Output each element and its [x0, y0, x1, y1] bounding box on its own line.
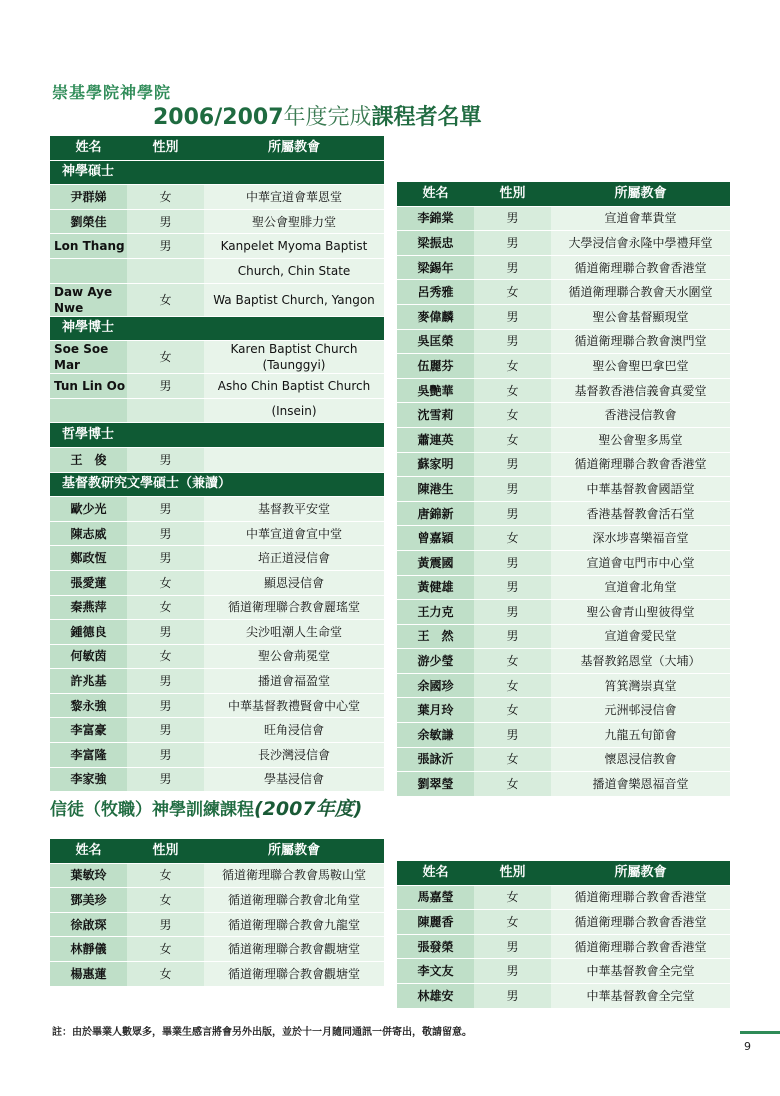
table-row [397, 934, 730, 959]
name-cell: 劉榮佳 [50, 209, 127, 234]
church-cell: 循道衛理聯合教會九龍堂 [204, 912, 384, 937]
column-header-gender: 性別 [474, 182, 551, 206]
church-cell: 尖沙咀潮人生命堂 [204, 620, 384, 645]
name-cell [50, 258, 127, 283]
table-row [50, 595, 384, 620]
church-cell: 培正道浸信會 [204, 546, 384, 571]
church-cell: 循道衛理聯合教會天水圍堂 [551, 280, 730, 305]
church-cell: 基督教香港信義會真愛堂 [551, 378, 730, 403]
name-cell: 梁振忠 [397, 231, 474, 256]
gender-cell: 女 [127, 341, 204, 374]
gender-cell: 女 [474, 526, 551, 551]
table-row [397, 747, 730, 772]
table-row [397, 477, 730, 502]
table-row [50, 497, 384, 522]
gender-cell: 女 [127, 937, 204, 962]
church-cell: Karen Baptist Church (Taunggyi) [204, 341, 384, 374]
name-cell: 吳艷華 [397, 378, 474, 403]
table-row [50, 546, 384, 571]
name-cell: 林雄安 [397, 983, 474, 1008]
church-cell: 顯恩浸信會 [204, 570, 384, 595]
table-row [397, 403, 730, 428]
footnote: 註：由於畢業人數眾多，畢業生感言將會另外出版，並於十一月隨同通訊一併寄出，敬請留意。 [52, 1027, 472, 1038]
church-cell: 聖公會聖多馬堂 [551, 427, 730, 452]
table-row [50, 341, 384, 374]
church-cell: 長沙灣浸信會 [204, 743, 384, 768]
church-cell: 循道衛理聯合教會香港堂 [551, 452, 730, 477]
name-cell: 鄧美珍 [50, 888, 127, 913]
graduates-left-table [50, 136, 384, 792]
church-cell: 聖公會基督顯現堂 [551, 304, 730, 329]
church-cell: 循道衛理聯合教會澳門堂 [551, 329, 730, 354]
gender-cell: 男 [474, 329, 551, 354]
name-cell: Daw Aye Nwe [50, 283, 127, 316]
lay-program-title: 信徒（牧職）神學訓練課程 [50, 800, 254, 820]
table-row [50, 234, 384, 259]
gender-cell: 女 [474, 885, 551, 910]
gender-cell: 女 [474, 354, 551, 379]
column-header-name: 姓名 [50, 136, 127, 160]
column-header-church: 所屬教會 [204, 136, 384, 160]
church-cell: 中華基督教會國語堂 [551, 477, 730, 502]
section-title: 哲學博士 [50, 423, 384, 448]
gender-cell: 男 [127, 234, 204, 259]
title-end: 課程者名單 [371, 105, 482, 130]
table-row [397, 526, 730, 551]
church-cell: 大學浸信會永隆中學禮拜堂 [551, 231, 730, 256]
gender-cell: 男 [127, 447, 204, 472]
table-header-row [50, 839, 384, 863]
name-cell: 蘇家明 [397, 452, 474, 477]
gender-cell: 男 [474, 959, 551, 984]
title-mid: 年度完成 [283, 105, 372, 130]
gender-cell: 男 [127, 693, 204, 718]
table-row [397, 427, 730, 452]
gender-cell: 男 [474, 501, 551, 526]
table-row [397, 280, 730, 305]
name-cell: 陳麗香 [397, 910, 474, 935]
church-cell: 宣道會北角堂 [551, 575, 730, 600]
table-row [50, 447, 384, 472]
column-header-church: 所屬教會 [204, 839, 384, 863]
gender-cell: 男 [474, 255, 551, 280]
table-row [397, 206, 730, 231]
gender-cell: 女 [127, 863, 204, 888]
name-cell: 劉翠瑩 [397, 772, 474, 797]
name-cell: 黎永強 [50, 693, 127, 718]
name-cell: 李錦棠 [397, 206, 474, 231]
table-row [50, 620, 384, 645]
church-cell: 循道衛理聯合教會觀塘堂 [204, 961, 384, 986]
church-cell: 循道衛理聯合教會麗瑤堂 [204, 595, 384, 620]
name-cell: 李富隆 [50, 743, 127, 768]
church-cell: 中華宣道會華恩堂 [204, 185, 384, 210]
name-cell: 麥偉麟 [397, 304, 474, 329]
gender-cell: 女 [474, 772, 551, 797]
table-row [397, 575, 730, 600]
gender-cell: 女 [474, 403, 551, 428]
table-row [50, 644, 384, 669]
table-row [397, 354, 730, 379]
church-cell: 宣道會華貴堂 [551, 206, 730, 231]
gender-cell: 女 [474, 427, 551, 452]
page-number-bar [740, 1031, 780, 1034]
church-cell: 播道會福盈堂 [204, 669, 384, 694]
church-cell: 九龍五旬節會 [551, 723, 730, 748]
gender-cell: 女 [474, 378, 551, 403]
church-cell: 深水埗喜樂福音堂 [551, 526, 730, 551]
gender-cell: 男 [474, 477, 551, 502]
name-cell: 鍾德良 [50, 620, 127, 645]
section-title: 神學博士 [50, 316, 384, 341]
gender-cell: 女 [127, 961, 204, 986]
name-cell: 伍麗芬 [397, 354, 474, 379]
name-cell: 葉月玲 [397, 698, 474, 723]
table-row [397, 255, 730, 280]
gender-cell: 男 [474, 206, 551, 231]
name-cell: 歐少光 [50, 497, 127, 522]
table-row [397, 673, 730, 698]
table-row [397, 959, 730, 984]
church-cell: 學基浸信會 [204, 767, 384, 792]
table-row [50, 743, 384, 768]
name-cell: 黃健雄 [397, 575, 474, 600]
name-cell: 黃震國 [397, 550, 474, 575]
name-cell: 李富豪 [50, 718, 127, 743]
lay-program-right-table [397, 861, 730, 1009]
table-row [397, 983, 730, 1008]
gender-cell: 女 [127, 888, 204, 913]
name-cell: 徐啟琛 [50, 912, 127, 937]
gender-cell: 男 [127, 669, 204, 694]
section-title-row [50, 472, 384, 497]
table-row [50, 767, 384, 792]
lay-program-heading [50, 794, 362, 821]
gender-cell: 女 [127, 185, 204, 210]
gender-cell: 男 [474, 304, 551, 329]
lay-program-left-table [50, 839, 384, 987]
gender-cell: 男 [127, 718, 204, 743]
church-cell: 基督教平安堂 [204, 497, 384, 522]
gender-cell: 男 [127, 374, 204, 399]
gender-cell: 男 [127, 912, 204, 937]
column-header-church: 所屬教會 [551, 182, 730, 206]
page-title [153, 100, 482, 131]
name-cell: 林靜儀 [50, 937, 127, 962]
gender-cell: 男 [474, 983, 551, 1008]
institution-name: 崇基學院神學院 [52, 83, 172, 102]
gender-cell: 女 [474, 673, 551, 698]
name-cell: 尹群娣 [50, 185, 127, 210]
gender-cell [127, 258, 204, 283]
name-cell: 余敏謙 [397, 723, 474, 748]
table-row [397, 772, 730, 797]
church-cell: (Insein) [204, 398, 384, 423]
church-cell: Asho Chin Baptist Church [204, 374, 384, 399]
section-title-row [50, 316, 384, 341]
gender-cell: 女 [127, 644, 204, 669]
church-cell: 聖公會青山聖彼得堂 [551, 600, 730, 625]
church-cell [204, 447, 384, 472]
name-cell: Lon Thang [50, 234, 127, 259]
name-cell [50, 398, 127, 423]
church-cell: 香港基督教會活石堂 [551, 501, 730, 526]
table-row [50, 258, 384, 283]
page-number: 9 [744, 1040, 751, 1053]
gender-cell: 女 [474, 698, 551, 723]
column-header-name: 姓名 [50, 839, 127, 863]
column-header-name: 姓名 [397, 182, 474, 206]
church-cell: 旺角浸信會 [204, 718, 384, 743]
name-cell: 張發榮 [397, 934, 474, 959]
name-cell: 余國珍 [397, 673, 474, 698]
table-row [397, 723, 730, 748]
table-row [50, 669, 384, 694]
section-title: 基督教研究文學碩士（兼讀） [50, 472, 384, 497]
church-cell: 中華宣道會宣中堂 [204, 521, 384, 546]
name-cell: 李文友 [397, 959, 474, 984]
gender-cell: 男 [474, 452, 551, 477]
gender-cell: 女 [474, 649, 551, 674]
church-cell: 元洲邨浸信會 [551, 698, 730, 723]
name-cell: 張詠沂 [397, 747, 474, 772]
church-cell: 播道會樂恩福音堂 [551, 772, 730, 797]
table-row [50, 718, 384, 743]
table-row [50, 937, 384, 962]
gender-cell: 男 [127, 497, 204, 522]
name-cell: 何敏茵 [50, 644, 127, 669]
name-cell: 馬嘉瑩 [397, 885, 474, 910]
table-header-row [397, 182, 730, 206]
table-row [50, 209, 384, 234]
table-row [50, 961, 384, 986]
name-cell: 王 俊 [50, 447, 127, 472]
title-year: 2006/2007 [153, 105, 284, 130]
column-header-gender: 性別 [474, 861, 551, 885]
table-row [397, 452, 730, 477]
church-cell: 循道衛理聯合教會觀塘堂 [204, 937, 384, 962]
name-cell: 沈雪莉 [397, 403, 474, 428]
church-cell: 中華基督教禮賢會中心堂 [204, 693, 384, 718]
table-row [50, 888, 384, 913]
gender-cell [127, 398, 204, 423]
name-cell: 葉敏玲 [50, 863, 127, 888]
name-cell: 曾嘉穎 [397, 526, 474, 551]
church-cell: 基督教銘恩堂（大埔） [551, 649, 730, 674]
table-row [397, 649, 730, 674]
table-row [397, 624, 730, 649]
gender-cell: 男 [474, 624, 551, 649]
table-header-row [50, 136, 384, 160]
church-cell: Wa Baptist Church, Yangon [204, 283, 384, 316]
church-cell: 中華基督教會全完堂 [551, 959, 730, 984]
name-cell: 王 然 [397, 624, 474, 649]
table-row [397, 231, 730, 256]
church-cell: 循道衛理聯合教會香港堂 [551, 934, 730, 959]
table-row [50, 693, 384, 718]
name-cell: 游少瑩 [397, 649, 474, 674]
name-cell: Soe Soe Mar [50, 341, 127, 374]
table-row [50, 374, 384, 399]
table-row [50, 570, 384, 595]
table-row [50, 863, 384, 888]
gender-cell: 男 [127, 521, 204, 546]
table-row [50, 185, 384, 210]
name-cell: Tun Lin Oo [50, 374, 127, 399]
section-title-row [50, 160, 384, 185]
name-cell: 李家強 [50, 767, 127, 792]
gender-cell: 女 [127, 283, 204, 316]
column-header-name: 姓名 [397, 861, 474, 885]
name-cell: 陳港生 [397, 477, 474, 502]
column-header-gender: 性別 [127, 136, 204, 160]
church-cell: Church, Chin State [204, 258, 384, 283]
gender-cell: 男 [474, 231, 551, 256]
gender-cell: 女 [127, 595, 204, 620]
name-cell: 梁錫年 [397, 255, 474, 280]
table-row [397, 501, 730, 526]
name-cell: 鄭政恆 [50, 546, 127, 571]
gender-cell: 男 [474, 723, 551, 748]
gender-cell: 男 [474, 575, 551, 600]
gender-cell: 女 [127, 570, 204, 595]
name-cell: 唐錦新 [397, 501, 474, 526]
church-cell: 聖公會聖巴拿巴堂 [551, 354, 730, 379]
table-row [50, 521, 384, 546]
table-row [50, 283, 384, 316]
table-row [397, 698, 730, 723]
table-row [50, 398, 384, 423]
name-cell: 秦燕萍 [50, 595, 127, 620]
table-row [397, 885, 730, 910]
gender-cell: 男 [127, 767, 204, 792]
church-cell: 宣道會愛民堂 [551, 624, 730, 649]
church-cell: 中華基督教會全完堂 [551, 983, 730, 1008]
gender-cell: 女 [474, 747, 551, 772]
gender-cell: 男 [474, 550, 551, 575]
table-row [397, 550, 730, 575]
lay-program-year: (2007年度) [254, 798, 363, 820]
church-cell: 循道衛理聯合教會香港堂 [551, 910, 730, 935]
name-cell: 張愛蓮 [50, 570, 127, 595]
church-cell: 筲箕灣崇真堂 [551, 673, 730, 698]
church-cell: Kanpelet Myoma Baptist [204, 234, 384, 259]
church-cell: 懷恩浸信教會 [551, 747, 730, 772]
church-cell: 循道衛理聯合教會馬鞍山堂 [204, 863, 384, 888]
gender-cell: 男 [127, 620, 204, 645]
gender-cell: 男 [474, 934, 551, 959]
table-row [397, 378, 730, 403]
table-header-row [397, 861, 730, 885]
name-cell: 蕭連英 [397, 427, 474, 452]
table-row [397, 329, 730, 354]
column-header-church: 所屬教會 [551, 861, 730, 885]
gender-cell: 女 [474, 910, 551, 935]
name-cell: 吳匡榮 [397, 329, 474, 354]
table-row [397, 910, 730, 935]
section-title-row [50, 423, 384, 448]
church-cell: 香港浸信教會 [551, 403, 730, 428]
name-cell: 王力克 [397, 600, 474, 625]
table-row [50, 912, 384, 937]
table-row [397, 600, 730, 625]
gender-cell: 男 [127, 546, 204, 571]
church-cell: 宣道會屯門市中心堂 [551, 550, 730, 575]
gender-cell: 男 [127, 743, 204, 768]
church-cell: 循道衛理聯合教會香港堂 [551, 255, 730, 280]
name-cell: 許兆基 [50, 669, 127, 694]
church-cell: 循道衛理聯合教會香港堂 [551, 885, 730, 910]
church-cell: 聖公會聖腓力堂 [204, 209, 384, 234]
gender-cell: 女 [474, 280, 551, 305]
table-row [397, 304, 730, 329]
name-cell: 呂秀雅 [397, 280, 474, 305]
graduates-right-table [397, 182, 730, 797]
name-cell: 陳志威 [50, 521, 127, 546]
gender-cell: 男 [474, 600, 551, 625]
name-cell: 楊惠蓮 [50, 961, 127, 986]
section-title: 神學碩士 [50, 160, 384, 185]
church-cell: 循道衛理聯合教會北角堂 [204, 888, 384, 913]
column-header-gender: 性別 [127, 839, 204, 863]
gender-cell: 男 [127, 209, 204, 234]
church-cell: 聖公會荊冕堂 [204, 644, 384, 669]
